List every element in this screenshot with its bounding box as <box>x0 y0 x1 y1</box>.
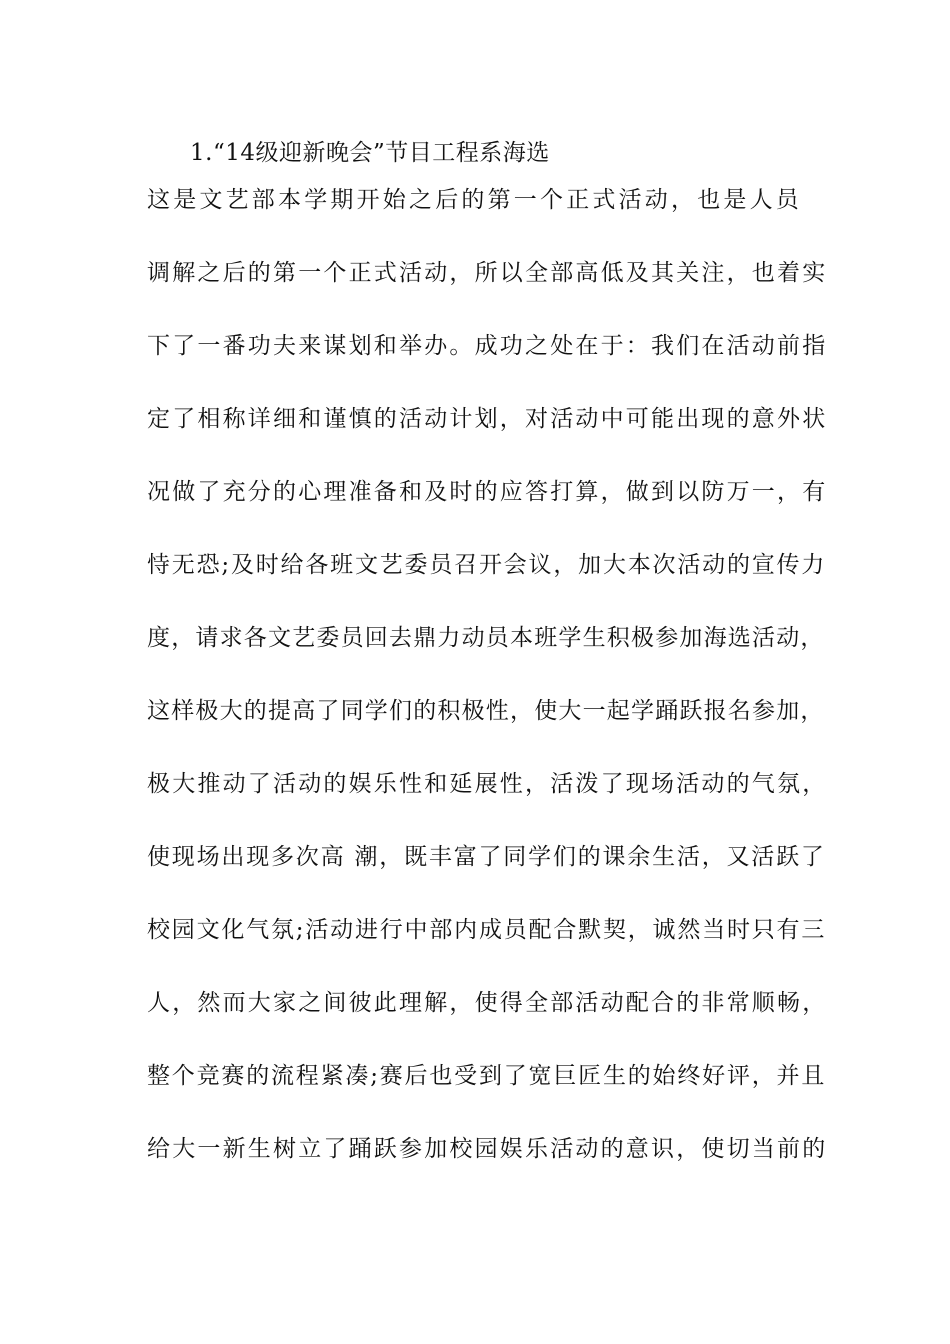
section-heading: 1.“14级迎新晚会”节目工程系海选 <box>190 140 550 166</box>
paragraph-line-8: 这样极大的提高了同学们的积极性，使大一起学踊跃报名参加， <box>147 698 825 724</box>
paragraph-line-12: 人，然而大家之间彼此理解，使得全部活动配合的非常顺畅， <box>147 990 828 1016</box>
paragraph-line-14: 给大一新生树立了踊跃参加校园娱乐活动的意识，使切当前的 <box>147 1136 828 1162</box>
paragraph-line-1: 这是文艺部本学期开始之后的第一个正式活动，也是人员 <box>147 187 802 213</box>
paragraph-line-4: 定了相称详细和谨慎的活动计划，对活动中可能出现的意外状 <box>147 406 828 432</box>
paragraph-line-2: 调解之后的第一个正式活动，所以全部高低及其关注，也着实 <box>147 260 828 286</box>
paragraph-line-10: 使现场出现多次高 潮，既丰富了同学们的课余生活，又活跃了 <box>147 844 826 870</box>
paragraph-line-9: 极大推动了活动的娱乐性和延展性，活泼了现场活动的气氛， <box>147 771 828 797</box>
paragraph-line-7: 度，请求各文艺委员回去鼎力动员本班学生积极参加海选活动， <box>147 625 825 651</box>
paragraph-line-13: 整个竞赛的流程紧凑;赛后也受到了宽巨匠生的始终好评，并且 <box>147 1063 827 1089</box>
paragraph-line-5: 况做了充分的心理准备和及时的应答打算，做到以防万一，有 <box>147 479 828 505</box>
paragraph-line-6: 恃无恐;及时给各班文艺委员召开会议，加大本次活动的宣传力 <box>147 552 827 578</box>
paragraph-line-3: 下了一番功夫来谋划和举办。成功之处在于：我们在活动前指 <box>147 333 828 359</box>
paragraph-line-11: 校园文化气氛;活动进行中部内成员配合默契，诚然当时只有三 <box>147 917 827 943</box>
